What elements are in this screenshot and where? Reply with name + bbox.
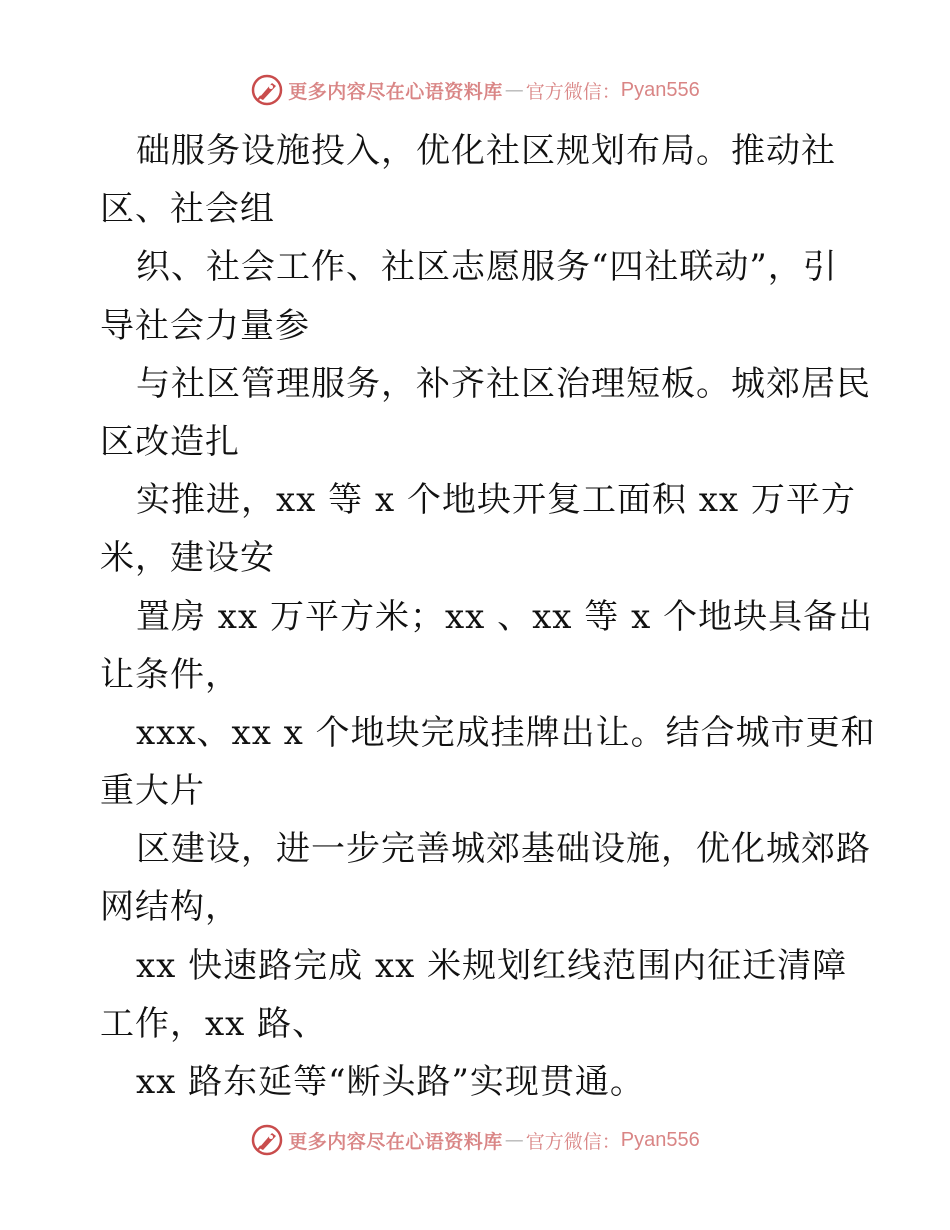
- body-line: xxx、xx x 个地块完成挂牌出让。结合城市更和: [136, 712, 876, 753]
- body-line: 置房 xx 万平方米；xx 、xx 等 x 个地块具备出: [136, 596, 874, 637]
- watermark-official-label: 官方微信：: [525, 1130, 621, 1153]
- body-line: xx 路东延等“断头路”实现贯通。: [136, 1062, 645, 1102]
- body-line: 与社区管理服务，补齐社区治理短板。城郊居民: [136, 363, 871, 404]
- body-line: 米，建设安: [100, 538, 275, 579]
- pen-nib-logo-icon: [250, 73, 284, 107]
- document-body: [100, 122, 876, 1111]
- watermark-dash: —: [504, 79, 524, 101]
- pen-nib-logo-icon: [250, 1123, 284, 1157]
- watermark-site-text: 更多内容尽在心语资料库: [288, 80, 503, 103]
- body-line: 实推进，xx 等 x 个地块开复工面积 xx 万平方: [136, 480, 856, 521]
- watermark-official-label: 官方微信：: [525, 80, 621, 103]
- body-line: 区建设，进一步完善城郊基础设施，优化城郊路: [136, 829, 871, 870]
- watermark-site-text: 更多内容尽在心语资料库: [288, 1130, 503, 1153]
- body-line: xx 快速路完成 xx 米规划红线范围内征迁清障: [136, 945, 848, 986]
- watermark-wechat-id: Pyan556: [620, 78, 700, 101]
- body-line: 区改造扎: [100, 421, 240, 462]
- body-line: 础服务设施投入，优化社区规划布局。推动社: [136, 131, 836, 171]
- body-line: 区、社会组: [100, 189, 275, 230]
- body-line: 让条件，: [100, 654, 240, 695]
- body-line: 重大片: [100, 771, 205, 812]
- body-line: 网结构，: [100, 887, 240, 928]
- footer-watermark: [0, 1120, 950, 1160]
- watermark-dash: —: [504, 1129, 524, 1151]
- body-line: 工作，xx 路、: [100, 1003, 328, 1044]
- watermark-wechat-id: Pyan556: [620, 1128, 700, 1151]
- header-watermark: [0, 70, 950, 110]
- body-line: 织、社会工作、社区志愿服务“四社联动”，引: [136, 247, 838, 288]
- body-line: 导社会力量参: [100, 305, 310, 346]
